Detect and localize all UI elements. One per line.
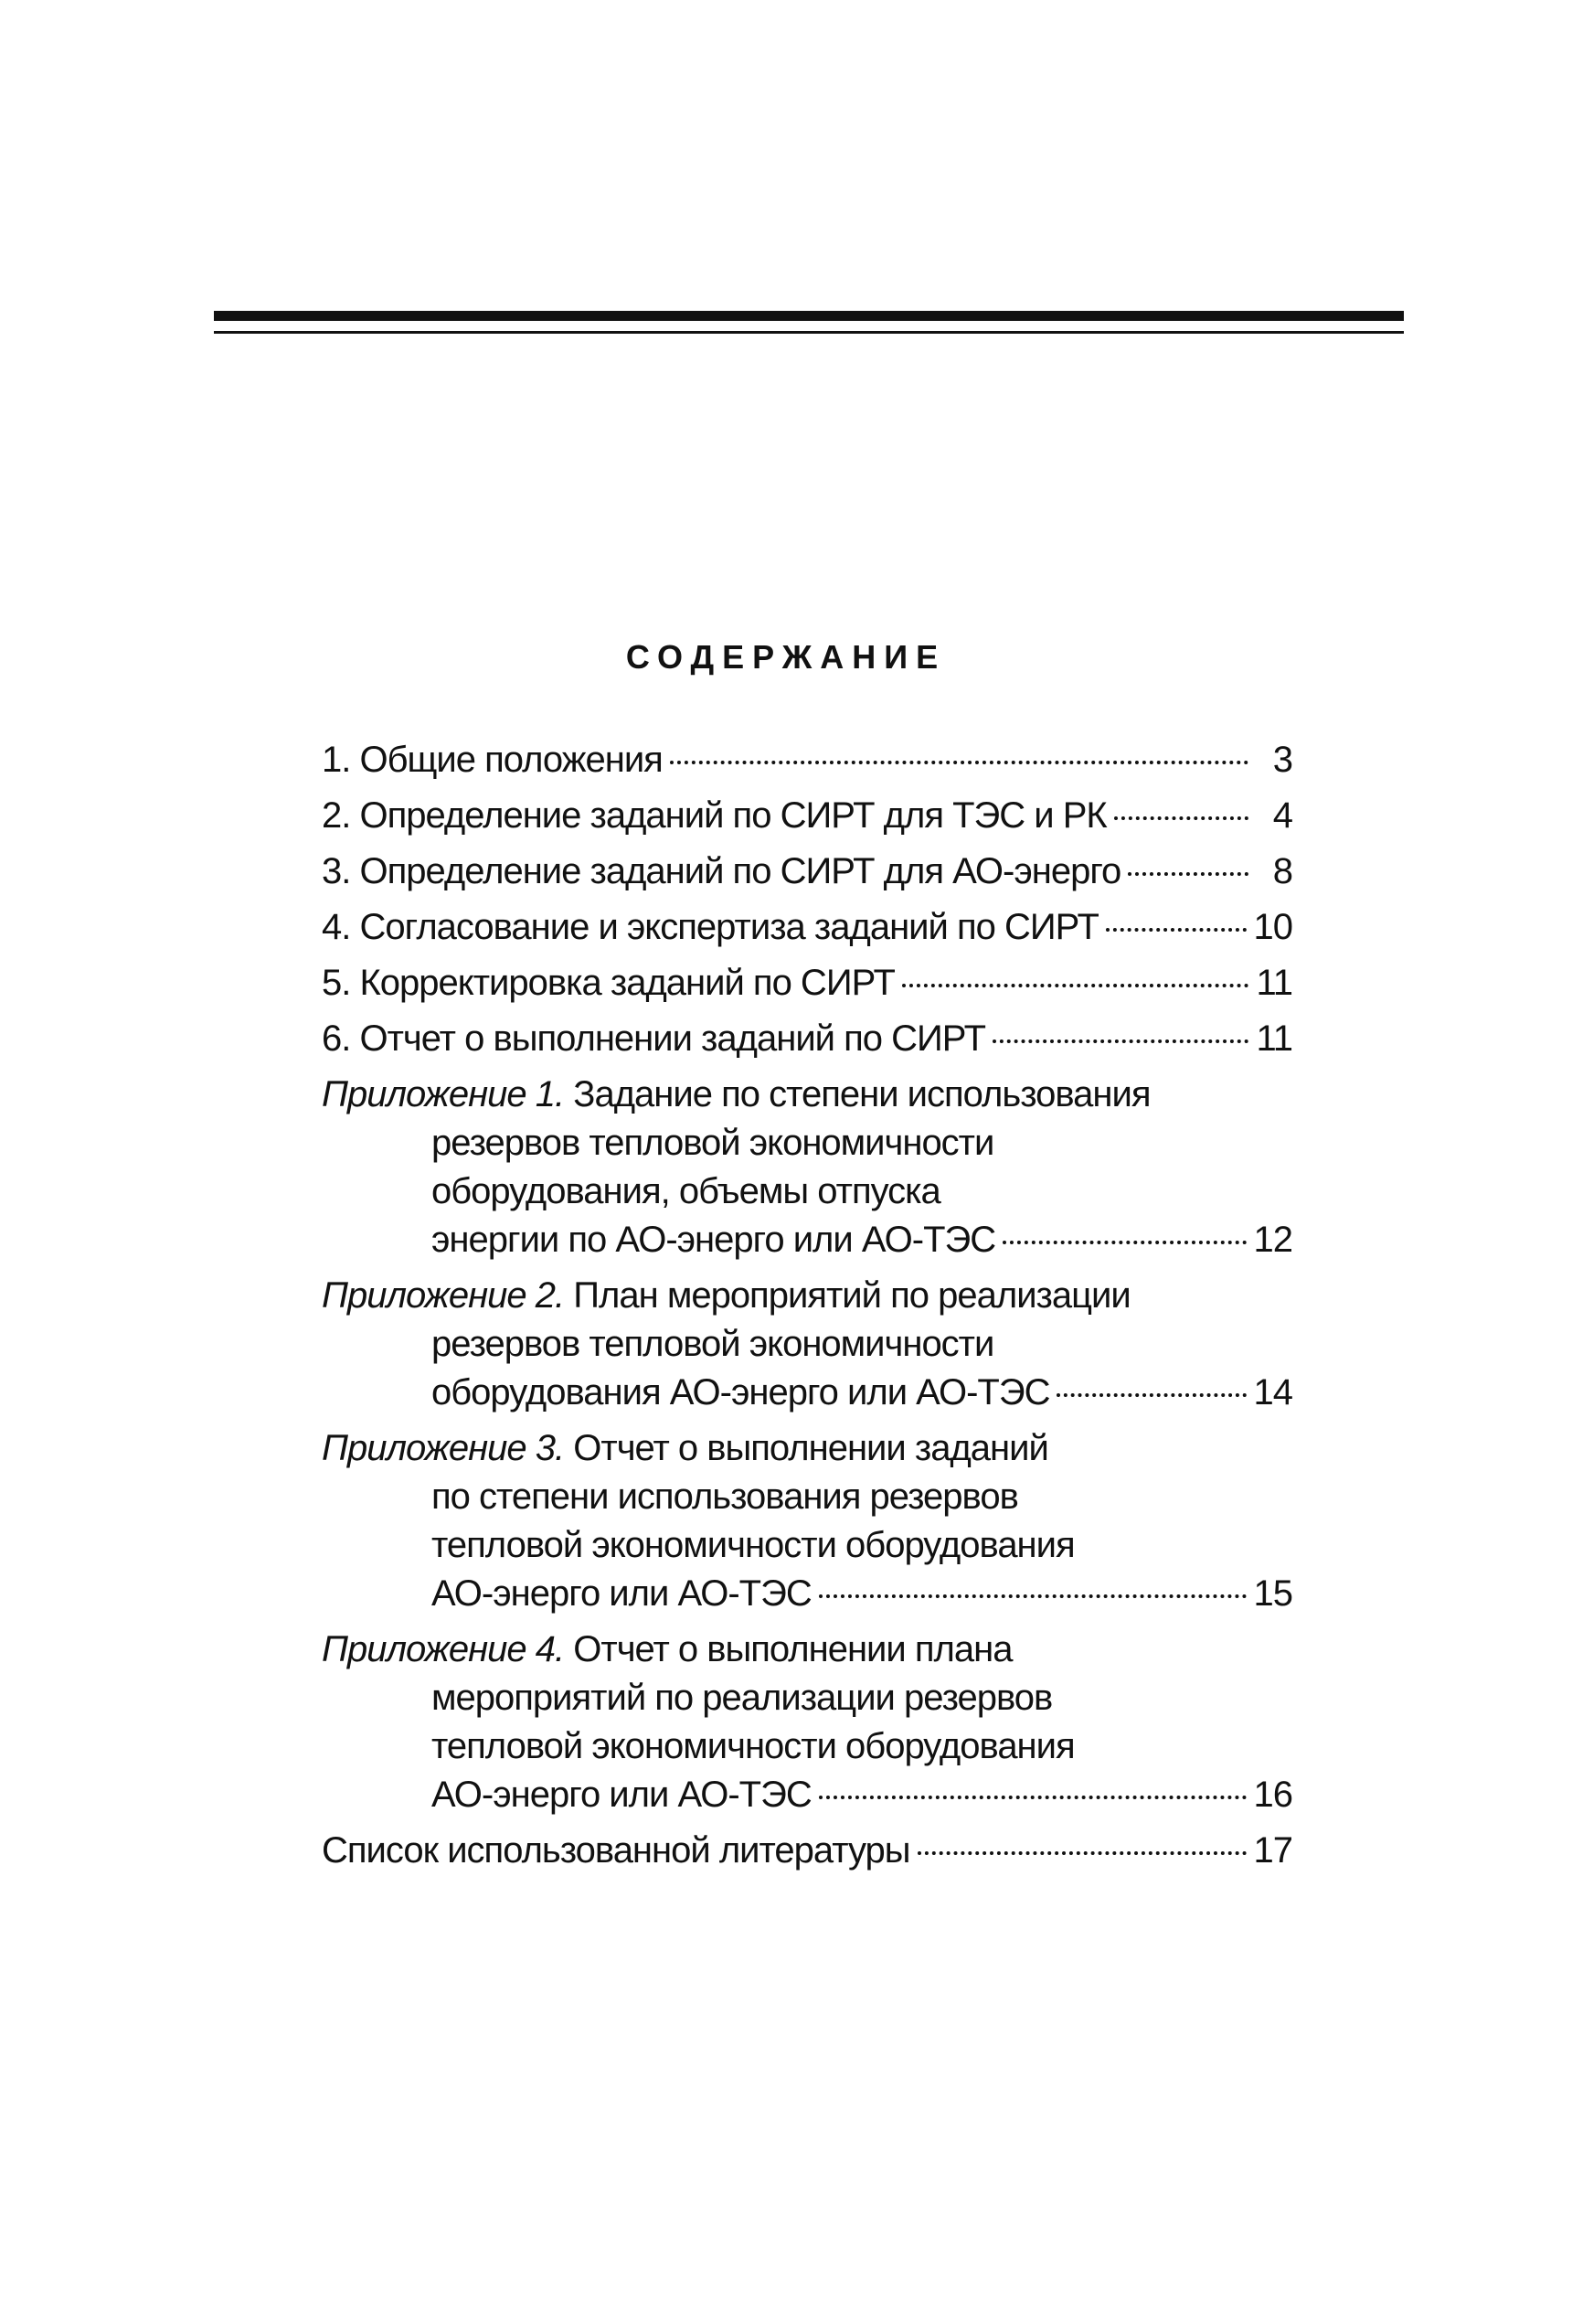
toc-entry-text: 5. Корректировка заданий по СИРТ xyxy=(322,963,895,1003)
toc-title: СОДЕРЖАНИЕ xyxy=(625,638,947,676)
toc-entry-text: Отчет о выполнении плана xyxy=(573,1629,1013,1669)
toc-entry-text: оборудования АО-энерго или АО-ТЭС xyxy=(431,1372,1050,1413)
toc-page-number: 11 xyxy=(1256,963,1292,1003)
toc-line xyxy=(322,959,1292,1007)
toc-appendix-4[interactable] xyxy=(322,1626,1292,1819)
toc-entry-text: тепловой экономичности оборудования xyxy=(431,1726,1075,1766)
header-rule-thin xyxy=(214,331,1404,334)
toc-entry-text: Задание по степени использования xyxy=(573,1074,1151,1114)
toc-line xyxy=(322,1071,1292,1119)
toc-entry-text: тепловой экономичности оборудования xyxy=(431,1525,1075,1565)
toc-page-number: 8 xyxy=(1272,851,1292,891)
toc-line xyxy=(322,1369,1292,1417)
toc-line xyxy=(322,1167,1292,1216)
toc-page-number: 4 xyxy=(1272,795,1292,836)
table-of-contents xyxy=(322,736,1292,1882)
toc-entry-text: План мероприятий по реализации xyxy=(573,1275,1131,1316)
toc-entry-5[interactable] xyxy=(322,959,1292,1007)
toc-entry-text: АО-энерго или АО-ТЭС xyxy=(431,1573,812,1614)
toc-page-number: 14 xyxy=(1253,1372,1292,1413)
header-rule-thick xyxy=(214,311,1404,321)
toc-entry-bibliography[interactable] xyxy=(322,1827,1292,1875)
dot-leader xyxy=(1003,1241,1246,1244)
toc-entry-text: мероприятий по реализации резервов xyxy=(431,1678,1053,1718)
dot-leader xyxy=(1128,872,1248,876)
toc-line xyxy=(322,1771,1292,1819)
toc-page-number: 10 xyxy=(1253,907,1292,947)
toc-entry-text: по степени использования резервов xyxy=(431,1476,1018,1517)
toc-entry-3[interactable] xyxy=(322,848,1292,896)
toc-entry-text: Список использованной литературы xyxy=(322,1830,910,1871)
appendix-prefix: Приложение 4. xyxy=(322,1629,565,1669)
toc-page-number: 11 xyxy=(1256,1018,1292,1059)
toc-line xyxy=(322,792,1292,840)
toc-line xyxy=(322,1015,1292,1063)
appendix-prefix: Приложение 2. xyxy=(322,1275,565,1316)
dot-leader xyxy=(993,1039,1248,1043)
dot-leader xyxy=(819,1796,1247,1799)
toc-line xyxy=(322,1119,1292,1167)
toc-entry-text: энергии по АО-энерго или АО-ТЭС xyxy=(431,1220,996,1260)
toc-entry-text: Отчет о выполнении заданий xyxy=(573,1428,1048,1468)
toc-line xyxy=(322,1216,1292,1264)
dot-leader xyxy=(670,761,1248,764)
toc-line xyxy=(322,1722,1292,1771)
toc-entry-text: АО-энерго или АО-ТЭС xyxy=(431,1775,812,1815)
toc-appendix-2[interactable] xyxy=(322,1272,1292,1417)
dot-leader xyxy=(918,1851,1247,1855)
toc-page-number: 17 xyxy=(1253,1830,1292,1871)
toc-line xyxy=(322,1521,1292,1570)
toc-page-number: 16 xyxy=(1253,1775,1292,1815)
dot-leader xyxy=(1106,928,1247,932)
toc-entry-text: 4. Согласование и экспертиза заданий по СИРТ xyxy=(322,907,1099,947)
dot-leader xyxy=(1114,816,1248,820)
appendix-prefix: Приложение 1. xyxy=(322,1074,565,1114)
toc-line xyxy=(322,1570,1292,1618)
toc-line xyxy=(322,1272,1292,1320)
toc-page-number: 3 xyxy=(1272,740,1292,780)
toc-line xyxy=(322,848,1292,896)
toc-entry-text: 3. Определение заданий по СИРТ для АО-энерго xyxy=(322,851,1121,891)
dot-leader xyxy=(819,1594,1247,1598)
toc-line xyxy=(322,1473,1292,1521)
toc-line xyxy=(322,1626,1292,1674)
dot-leader xyxy=(1057,1393,1246,1397)
toc-entry-text: 1. Общие положения xyxy=(322,740,663,780)
appendix-prefix: Приложение 3. xyxy=(322,1428,565,1468)
toc-page-number: 12 xyxy=(1253,1220,1292,1260)
toc-entry-1[interactable] xyxy=(322,736,1292,784)
toc-entry-text: оборудования, объемы отпуска xyxy=(431,1171,940,1211)
toc-line xyxy=(322,1674,1292,1722)
toc-line xyxy=(322,903,1292,952)
toc-line xyxy=(322,1424,1292,1473)
toc-line xyxy=(322,1320,1292,1369)
toc-entry-4[interactable] xyxy=(322,903,1292,952)
toc-appendix-3[interactable] xyxy=(322,1424,1292,1618)
toc-entry-6[interactable] xyxy=(322,1015,1292,1063)
toc-line xyxy=(322,736,1292,784)
dot-leader xyxy=(902,984,1248,987)
toc-appendix-1[interactable] xyxy=(322,1071,1292,1264)
toc-page-number: 15 xyxy=(1253,1573,1292,1614)
toc-entry-text: резервов тепловой экономичности xyxy=(431,1324,994,1364)
toc-entry-text: 2. Определение заданий по СИРТ для ТЭС и РК xyxy=(322,795,1107,836)
toc-entry-text: 6. Отчет о выполнении заданий по СИРТ xyxy=(322,1018,986,1059)
toc-entry-2[interactable] xyxy=(322,792,1292,840)
toc-entry-text: резервов тепловой экономичности xyxy=(431,1123,994,1163)
toc-line xyxy=(322,1827,1292,1875)
